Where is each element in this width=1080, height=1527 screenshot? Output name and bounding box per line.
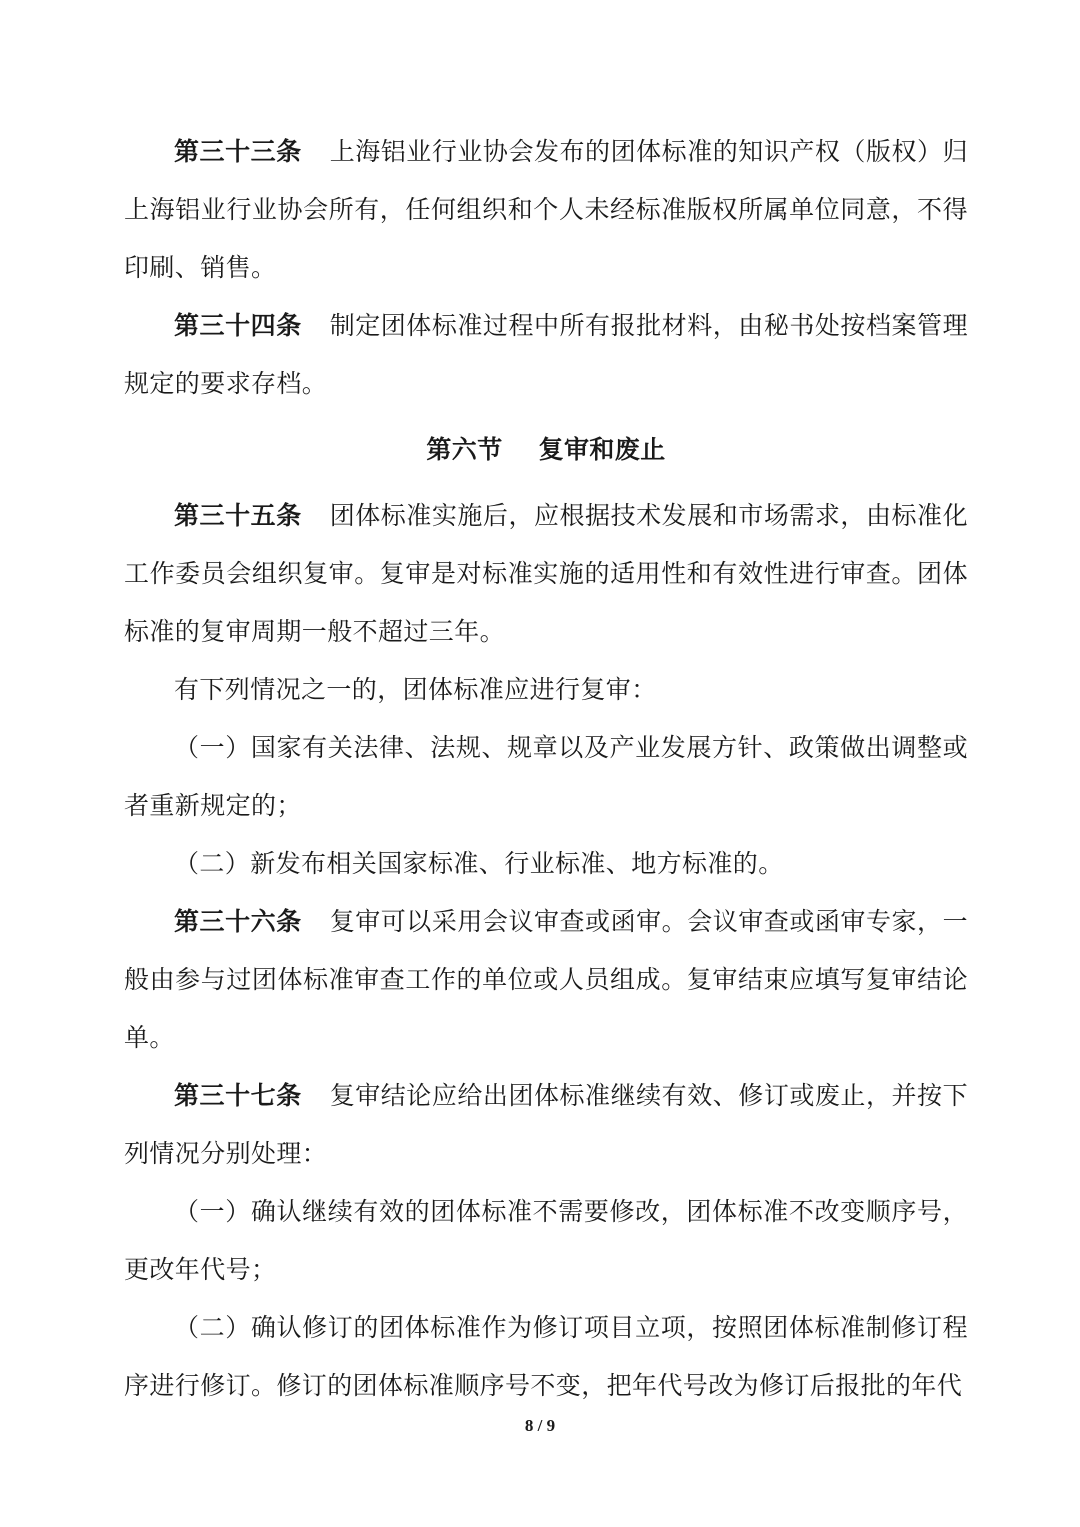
article-35-intro: 有下列情况之一的，团体标准应进行复审： (174, 675, 657, 704)
article-text: 复审结论应给出团体标准继续有效、修订或废止，并按下列情况分别处理： (124, 1081, 968, 1168)
section-number: 第六节 (426, 435, 503, 464)
article-number: 第三十三条 (174, 137, 302, 166)
article-text: 复审可以采用会议审查或函审。会议审查或函审专家，一般由参与过团体标准审查工作的单位或人员组成。复审结束应填写复审结论单。 (124, 907, 968, 1052)
article-37-item-2: （二）确认修订的团体标准作为修订项目立项，按照团体标准制修订程序进行修订。修订的团体标准顺序号不变，把年代号改为修订后报批的年代 (124, 1313, 968, 1400)
section-heading (124, 413, 968, 487)
article-36 (124, 893, 968, 1067)
article-35-item-2: （二）新发布相关国家标准、行业标准、地方标准的。 (174, 849, 784, 878)
article-37-item-1: （一）确认继续有效的团体标准不需要修改，团体标准不改变顺序号，更改年代号； (124, 1197, 968, 1284)
article-37 (124, 1067, 968, 1183)
article-text: 上海铝业行业协会发布的团体标准的知识产权（版权）归上海铝业行业协会所有，任何组织和个人未经标准版权所属单位同意，不得印刷、销售。 (124, 137, 968, 282)
article-34 (124, 297, 968, 413)
article-number: 第三十四条 (174, 311, 302, 340)
article-number: 第三十五条 (174, 501, 302, 530)
article-number: 第三十六条 (174, 907, 302, 936)
article-35-item-1: （一）国家有关法律、法规、规章以及产业发展方针、政策做出调整或者重新规定的； (124, 733, 968, 820)
article-text: 团体标准实施后，应根据技术发展和市场需求，由标准化工作委员会组织复审。复审是对标准实施的适用性和有效性进行审查。团体标准的复审周期一般不超过三年。 (124, 501, 968, 646)
article-text: 制定团体标准过程中所有报批材料，由秘书处按档案管理规定的要求存档。 (124, 311, 968, 398)
document-body (124, 123, 968, 1415)
article-33 (124, 123, 968, 297)
article-35 (124, 487, 968, 661)
page-number: 8 / 9 (524, 1416, 556, 1435)
section-title: 复审和废止 (538, 435, 666, 464)
article-number: 第三十七条 (174, 1081, 302, 1110)
